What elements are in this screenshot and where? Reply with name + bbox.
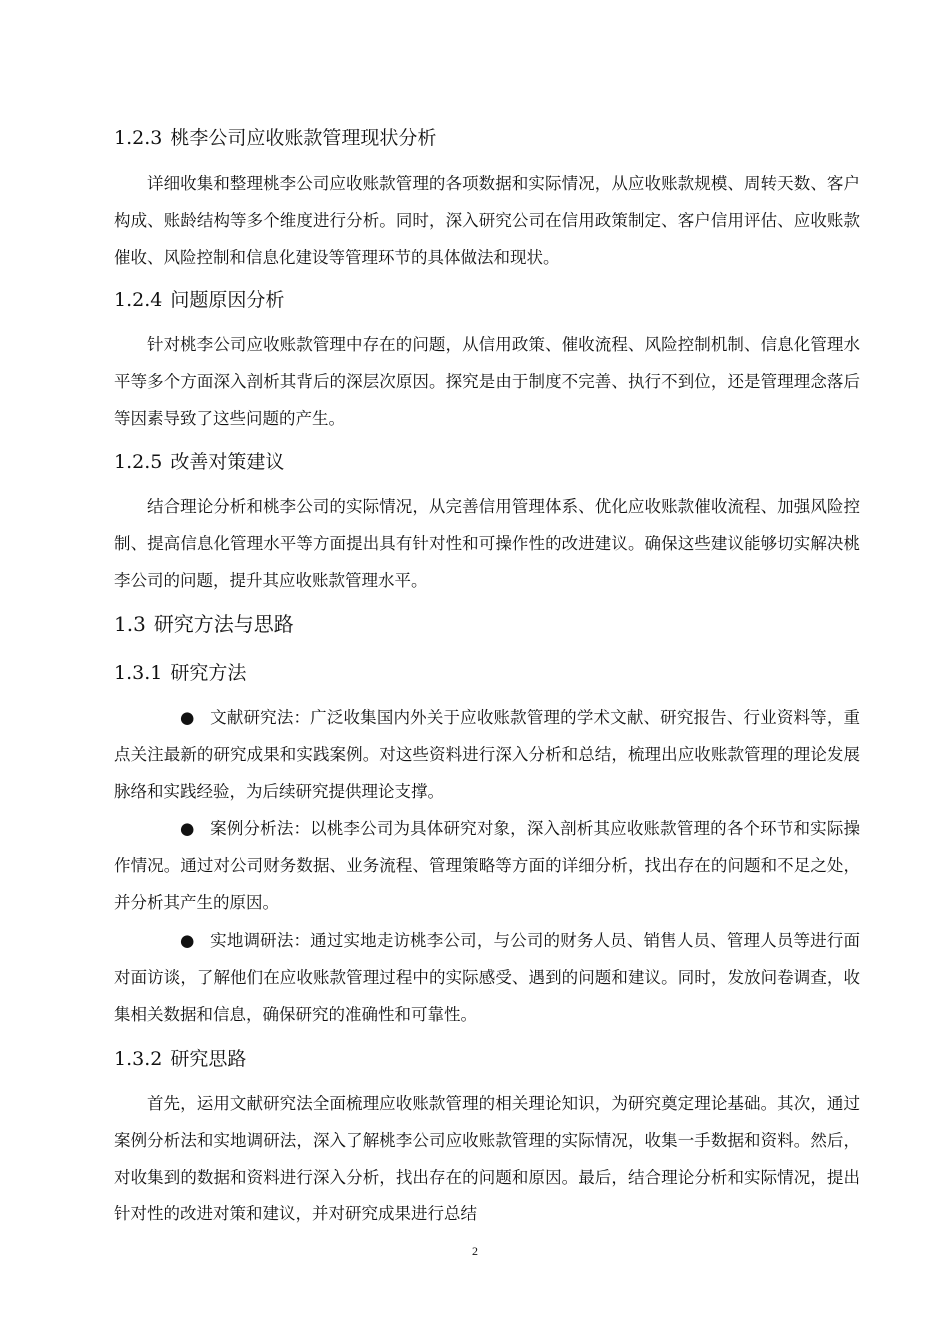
section-title: 研究方法与思路 xyxy=(153,612,294,636)
section-title: 问题原因分析 xyxy=(170,289,285,311)
section-number: 1.2.4 xyxy=(114,289,163,311)
bullet-icon: ● xyxy=(180,819,195,838)
bullet-item-literature xyxy=(114,700,860,810)
paragraph: 详细收集和整理桃李公司应收账款管理的各项数据和实际情况，从应收账款规模、周转天数、客户构成、账龄结构等多个维度进行分析。同时，深入研究公司在信用政策制定、客户信用评估、应收账款催收、风险控制和信息化建设等管理环节的具体做法和现状。 xyxy=(114,174,860,267)
section-title: 改善对策建议 xyxy=(170,451,285,473)
bullet-text: 文献研究法：广泛收集国内外关于应收账款管理的学术文献、研究报告、行业资料等，重点关注最新的研究成果和实践案例。对这些资料进行深入分析和总结，梳理出应收账款管理的理论发展脉络和实践经验，为后续研究提供理论支撑。 xyxy=(114,708,860,801)
paragraph: 首先，运用文献研究法全面梳理应收账款管理的相关理论知识，为研究奠定理论基础。其次，通过案例分析法和实地调研法，深入了解桃李公司应收账款管理的实际情况，收集一手数据和资料。然后，对收集到的数据和资料进行深入分析，找出存在的问题和原因。最后，结合理论分析和实际情况，提出针对性的改进对策和建议，并对研究成果进行总结 xyxy=(114,1094,860,1224)
section-title: 研究方法 xyxy=(170,662,247,684)
section-title: 桃李公司应收账款管理现状分析 xyxy=(170,127,437,149)
section-heading-1-3-2 xyxy=(114,1045,246,1073)
section-number: 1.3.1 xyxy=(114,662,163,684)
bullet-text: 案例分析法：以桃李公司为具体研究对象，深入剖析其应收账款管理的各个环节和实际操作情况。通过对公司财务数据、业务流程、管理策略等方面的详细分析，找出存在的问题和不足之处，并分析其产生的原因。 xyxy=(114,819,860,912)
bullet-item-case-study xyxy=(114,811,860,921)
section-heading-1-2-4 xyxy=(114,286,284,314)
bullet-icon: ● xyxy=(180,931,195,950)
section-heading-1-3 xyxy=(114,610,294,638)
section-title: 研究思路 xyxy=(170,1048,247,1070)
bullet-icon: ● xyxy=(180,708,195,727)
section-number: 1.2.3 xyxy=(114,127,163,149)
page-number: 2 xyxy=(472,1244,478,1258)
section-heading-1-2-3 xyxy=(114,124,436,152)
section-number: 1.3 xyxy=(114,612,146,636)
section-heading-1-3-1 xyxy=(114,659,246,687)
bullet-text: 实地调研法：通过实地走访桃李公司，与公司的财务人员、销售人员、管理人员等进行面对面访谈，了解他们在应收账款管理过程中的实际感受、遇到的问题和建议。同时，发放问卷调查，收集相关数据和信息，确保研究的准确性和可靠性。 xyxy=(114,931,860,1024)
paragraph: 结合理论分析和桃李公司的实际情况，从完善信用管理体系、优化应收账款催收流程、加强风险控制、提高信息化管理水平等方面提出具有针对性和可操作性的改进建议。确保这些建议能够切实解决桃李公司的问题，提升其应收账款管理水平。 xyxy=(114,497,860,590)
bullet-item-field-research xyxy=(114,923,860,1033)
paragraph: 针对桃李公司应收账款管理中存在的问题，从信用政策、催收流程、风险控制机制、信息化管理水平等多个方面深入剖析其背后的深层次原因。探究是由于制度不完善、执行不到位，还是管理理念落后等因素导致了这些问题的产生。 xyxy=(114,335,860,428)
section-number: 1.3.2 xyxy=(114,1048,163,1070)
section-number: 1.2.5 xyxy=(114,451,163,473)
section-heading-1-2-5 xyxy=(114,448,284,476)
